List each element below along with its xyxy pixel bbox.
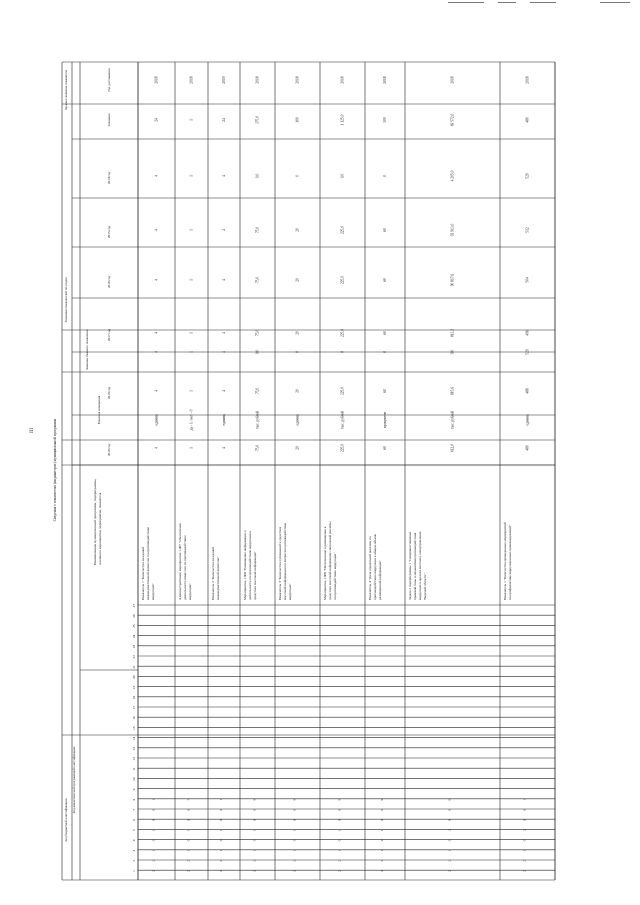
row-code-digit: 1 [252, 829, 257, 832]
header-year: Год достижения [107, 68, 111, 92]
row-target-value: 1 [189, 119, 194, 121]
row-code-digit: 0 [337, 839, 342, 842]
header-code: Код бюджетной классификации [64, 798, 68, 842]
row-year-value-4: 60 [383, 389, 387, 393]
year-header-1: 2015 год [107, 225, 111, 239]
row-target-year: 2018 [255, 76, 260, 84]
row-code-digit: 9 [337, 798, 342, 801]
row-code-digit: 0 [522, 808, 527, 811]
column-number-2: 2 [132, 859, 136, 862]
row-target-year: 2019 [222, 76, 226, 84]
row-code-digit: 0 [292, 819, 297, 821]
row-base-value: 0,0 [255, 349, 260, 355]
row-unit: процентов [383, 412, 387, 428]
row-year-value-0: 4 205,0 [450, 170, 455, 182]
column-number-20: 20 [132, 675, 136, 679]
row-name: Тверской области" [423, 573, 427, 600]
row-year-value-2: 4 [222, 279, 226, 281]
row-code-digit: 0 [447, 819, 452, 821]
year-header-5: 2019 год [107, 443, 111, 457]
row-code-digit: 2 [252, 859, 257, 862]
row-name: межведомственной комиссии по противодействию [146, 526, 150, 600]
row-code-digit: 2 [292, 870, 297, 872]
row-year-value-4: 225,0 [340, 386, 345, 396]
row-year-value-5: 4 [222, 447, 226, 449]
column-number-21: 21 [132, 665, 136, 669]
row-base-value: 0 [340, 351, 345, 353]
column-number-3: 3 [132, 849, 136, 852]
row-code-digit: 1 [380, 849, 384, 852]
row-name: противодействию коррупции в общем объеме [373, 534, 377, 600]
row-code-digit: 1 [522, 798, 527, 801]
row-code-digit: 1 [380, 829, 384, 832]
row-name: Показатель 2 "Количество заседаний [211, 546, 215, 600]
row-unit: единиц [222, 414, 226, 426]
row-name: по противодействию коррупции" [333, 552, 337, 600]
row-target-year: 2018 [525, 76, 530, 84]
row-name: Административное мероприятие 1.007 "Обеспечение [178, 523, 182, 600]
row-code-digit: 1 [292, 849, 297, 852]
column-number-24: 24 [132, 634, 136, 639]
row-year-value-4: 4 [154, 390, 159, 392]
row-code-digit: 2 [292, 859, 297, 862]
row-year-value-0: 4 [222, 175, 226, 177]
row-code-digit: 0 [522, 819, 527, 821]
column-number-19: 19 [132, 685, 136, 690]
row-code-digit: 0 [447, 798, 452, 801]
row-year-value-1: 20 [295, 228, 300, 232]
column-number-12: 12 [132, 757, 136, 761]
row-code-digit: 1 [151, 849, 156, 852]
row-code-digit: 1 [337, 849, 342, 852]
row-name: Показатель 1 "Количество заседаний [141, 546, 145, 600]
header-base-value: Значение базового показателя [85, 329, 89, 370]
row-year-value-4: 75,0 [255, 387, 260, 395]
row-year-value-1: 512 [525, 227, 530, 233]
row-target-value: 375,0 [255, 115, 260, 125]
column-number-6: 6 [132, 819, 136, 821]
row-year-value-0: 0,0 [340, 173, 345, 179]
row-year-value-5: 1 [189, 447, 194, 449]
row-year-value-0: 0 [295, 175, 300, 177]
row-code-digit: 0 [151, 819, 156, 821]
row-year-value-0: 0,0 [255, 173, 260, 179]
row-code-digit: 0 [292, 839, 297, 842]
row-base-value: 4 [222, 351, 226, 353]
row-code-digit: 0 [219, 808, 223, 811]
column-number-27: 27 [132, 604, 136, 608]
row-year-value-3: 60 [383, 331, 387, 335]
header-value: Значение [107, 113, 111, 127]
row-code-digit: 2 [522, 829, 527, 832]
row-year-value-2: 225,0 [340, 275, 345, 285]
column-number-1: 1 [132, 870, 136, 872]
row-target-value: 100 [295, 117, 300, 123]
row-code-digit: 2 [380, 870, 384, 872]
row-year-value-0: 4 [154, 175, 159, 177]
row-year-value-1: 4 [222, 229, 226, 231]
year-header-4: 2018 год [107, 386, 111, 400]
column-number-23: 23 [132, 644, 136, 649]
row-year-value-3: 4 [154, 332, 159, 334]
row-code-digit: 1 [186, 829, 191, 832]
row-unit: тыс. рублей [450, 411, 455, 429]
row-name: правовой базы и механизмов противодействия [413, 532, 417, 600]
row-code-digit: 1 [151, 829, 156, 832]
row-code-digit: 0 [252, 808, 257, 811]
row-code-digit: 1 [292, 829, 297, 832]
row-code-digit: 1 [219, 849, 223, 852]
row-year-value-0: 1 [189, 175, 194, 177]
row-year-value-3: 75,0 [255, 329, 260, 337]
header-program-code: Код аналитической программной классификации [72, 746, 76, 814]
row-base-value: 0 [383, 351, 387, 353]
header-target: Целевое значение показателя [64, 70, 68, 110]
column-number-9: 9 [132, 788, 136, 791]
row-year-value-5: 225,0 [340, 443, 345, 453]
row-target-value: 300 [383, 117, 387, 123]
row-code-digit: 0 [219, 819, 223, 821]
column-number-18: 18 [132, 695, 136, 700]
row-code-digit: 0 [447, 808, 452, 811]
row-name: деятельности по противодействию коррупции в [248, 531, 252, 600]
column-number-8: 8 [132, 798, 136, 801]
row-code-digit: 2 [337, 859, 342, 862]
row-year-value-1: 92 913,0 [450, 223, 455, 237]
row-name: Мероприятие 1.008 "Размещение информации о [243, 530, 247, 600]
row-code-digit: 1 [219, 798, 223, 801]
row-code-digit: 9 [380, 798, 384, 801]
column-number-10: 10 [132, 777, 136, 781]
row-target-year: 2018 [383, 76, 387, 84]
table-title: Сведения о показателях (индикаторах) муниципальной программы [53, 418, 57, 522]
row-code-digit: 2 [219, 859, 223, 862]
row-year-value-4: 488 [525, 388, 530, 394]
column-number-7: 7 [132, 808, 136, 811]
row-name: Мероприятие 1.009 "Изготовление и размещение в [323, 526, 327, 600]
row-code-digit: 1 [337, 829, 342, 832]
row-year-value-1: 75,0 [255, 226, 260, 234]
row-code-digit: 8 [292, 798, 297, 801]
row-code-digit: 0 [151, 808, 156, 811]
column-number-11: 11 [132, 767, 136, 771]
row-code-digit: 1 [219, 829, 223, 832]
row-code-digit: 0 [522, 839, 527, 842]
row-code-digit: 2 [447, 870, 452, 872]
year-header-0: 2014 год [107, 171, 111, 185]
row-code-digit: 2 [380, 859, 384, 862]
row-base-value: 0 [295, 351, 300, 353]
row-target-value: 69 572,0 [450, 113, 455, 127]
row-year-value-1: 225,0 [340, 225, 345, 235]
row-code-digit: 0 [380, 839, 384, 842]
column-number-13: 13 [132, 746, 136, 751]
row-code-digit: 0 [219, 839, 223, 842]
row-code-digit: 0 [292, 808, 297, 811]
column-number-22: 22 [132, 655, 136, 659]
row-target-year: 2018 [450, 76, 455, 84]
row-year-value-3: 4 [222, 332, 226, 334]
row-code-digit: 1 [522, 849, 527, 852]
row-year-value-1: 4 [154, 229, 159, 231]
row-code-digit: 0 [186, 839, 191, 842]
row-code-digit: 0 [151, 839, 156, 842]
row-year-value-5: 60 [383, 446, 387, 450]
row-unit: единиц [295, 414, 300, 426]
row-code-digit: 0 [252, 839, 257, 842]
row-year-value-3: 496 [525, 330, 530, 336]
year-header-3: 2017 год [107, 328, 111, 342]
row-code-digit: 2 [151, 859, 156, 862]
column-number-16: 16 [132, 716, 136, 720]
year-header-2: 2016 год [107, 275, 111, 289]
row-name: размещенной информации" [378, 560, 382, 600]
row-code-digit: 0 [380, 808, 384, 811]
row-name: деятельности комиссии по противодействию [183, 535, 187, 600]
column-number-15: 15 [132, 726, 136, 730]
row-year-value-5: 20 [295, 446, 300, 450]
row-code-digit: 2 [252, 870, 257, 872]
stray-mark: III [30, 428, 35, 433]
row-name: коррупции" [288, 583, 292, 600]
row-code-digit: 7 [186, 798, 191, 801]
row-code-digit: 0 [447, 839, 452, 842]
row-unit: да - 1 / нет - 0 [189, 409, 194, 431]
row-year-value-2: 1 [189, 279, 194, 281]
row-code-digit: 2 [522, 870, 527, 872]
row-code-digit: 1 [151, 798, 156, 801]
row-target-year: 2018 [189, 76, 194, 84]
row-year-value-5: 4 [154, 447, 159, 449]
column-number-14: 14 [132, 736, 136, 741]
row-year-value-0: 529 [525, 173, 530, 179]
row-code-digit: 8 [252, 798, 257, 801]
header-unit: Единица измерения [97, 395, 101, 425]
row-name: коррупции" [188, 583, 192, 600]
row-target-value: 480 [525, 117, 530, 123]
column-number-5: 5 [132, 829, 136, 832]
column-number-26: 26 [132, 614, 136, 618]
row-year-value-3: 225,0 [340, 328, 345, 338]
row-name: Показатель 1 "Количество проведенных мероприятий [503, 522, 507, 600]
row-code-digit: 2 [186, 859, 191, 862]
row-code-digit: 0 [186, 808, 191, 811]
row-year-value-3: 1 [189, 332, 194, 334]
row-year-value-4: 4 [222, 390, 226, 392]
row-target-value: 24 [154, 118, 159, 122]
row-code-digit: 2 [186, 870, 191, 872]
row-name: по профилактике коррупционных правонарушений" [508, 524, 512, 600]
row-year-value-5: 612,0 [450, 443, 455, 453]
row-target-value: 1 125,0 [340, 114, 345, 126]
header-plan: Значения показателей по годам [64, 277, 68, 323]
row-target-year: 2018 [295, 76, 300, 84]
row-name: Задача 2 подпрограммы 1 "Совершенствование [408, 531, 412, 600]
row-year-value-2: 4 [154, 279, 159, 281]
header-name: Наименование муниципальной программы, подпрограммы, [93, 478, 97, 565]
row-year-value-4: 20 [295, 389, 300, 393]
row-code-digit: 1 [447, 849, 452, 852]
row-code-digit: 1 [186, 849, 191, 852]
row-code-digit: 2 [522, 859, 527, 862]
row-code-digit: 2 [337, 870, 342, 872]
row-code-digit: 0 [337, 808, 342, 811]
row-base-value: 529 [525, 349, 530, 355]
row-target-year: 2018 [154, 76, 159, 84]
row-code-digit: 2 [447, 829, 452, 832]
row-name: массовой информации по вопросам противодействия [283, 523, 287, 600]
row-code-digit: 0 [380, 819, 384, 821]
row-unit: тыс. рублей [255, 411, 260, 429]
row-name: средствах массовой информации" [253, 551, 257, 600]
row-name: межведомственной комиссии" [216, 556, 220, 600]
row-name: коррупции" [151, 583, 155, 600]
row-code-digit: 1 [252, 849, 257, 852]
row-name: Показатель 4 "Доля социальной рекламы по [368, 536, 372, 600]
row-year-value-1: 1 [189, 229, 194, 231]
row-base-value: 1 [189, 351, 194, 353]
row-year-value-3: 20 [295, 331, 300, 335]
row-code-digit: 2 [219, 870, 223, 872]
row-base-value: 9,0 [450, 349, 455, 355]
row-year-value-5: 480 [525, 445, 530, 451]
row-year-value-3: 813,2 [450, 328, 455, 338]
row-name: коррупции в органах местного самоуправления [418, 531, 422, 600]
row-name: средствах массовой информации социальной рекламы [328, 521, 332, 600]
row-code-digit: 0 [186, 819, 191, 821]
row-target-value: 24 [222, 118, 226, 122]
row-year-value-5: 75,0 [255, 444, 260, 452]
row-year-value-2: 90 817,6 [450, 273, 455, 287]
row-year-value-0: 0 [383, 175, 387, 177]
column-number-4: 4 [132, 839, 136, 842]
column-number-17: 17 [132, 706, 136, 710]
row-year-value-2: 20 [295, 278, 300, 282]
row-year-value-4: 1 [189, 390, 194, 392]
row-year-value-2: 60 [383, 278, 387, 282]
row-code-digit: 0 [337, 819, 342, 821]
row-name: Показатель 3 "Количество публикаций в средствах [278, 526, 282, 600]
row-year-value-2: 504 [525, 277, 530, 283]
row-code-digit: 2 [447, 859, 452, 862]
row-unit: тыс. рублей [340, 411, 345, 429]
row-unit: единиц [154, 414, 159, 426]
row-code-digit: 2 [151, 870, 156, 872]
row-base-value: 4 [154, 351, 159, 353]
row-target-year: 2018 [340, 76, 345, 84]
row-year-value-2: 75,0 [255, 276, 260, 284]
header-name: основного мероприятия, мероприятия, показателя [98, 492, 102, 565]
column-number-25: 25 [132, 624, 136, 628]
row-code-digit: 0 [252, 819, 257, 821]
row-year-value-4: 815,6 [450, 386, 455, 396]
row-year-value-1: 60 [383, 228, 387, 232]
row-unit: единиц [525, 414, 530, 426]
